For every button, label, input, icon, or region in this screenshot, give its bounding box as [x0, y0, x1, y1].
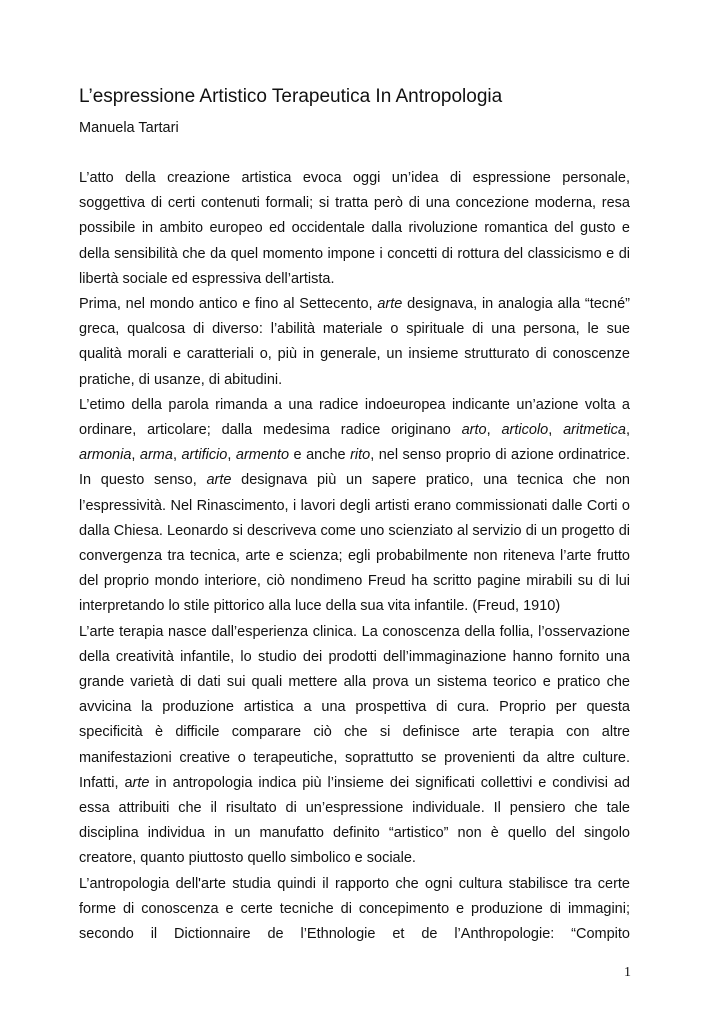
text-run: L’arte terapia nasce dall’esperienza clinica. La conoscenza della follia, l’osservazione della creatività infantile, lo studio dei prodotti dell’immaginazione hanno fornito una grande varietà di dati sui quali mettere alla prova un sistema teorico e pratico che avvicina la produzione artistica a una prospettiva di cura. Proprio per questa specificità è difficile comparare ciò che si definisce arte terapia con altre manifestazioni creative o terapeutiche, soprattutto se provenienti da altre culture. Infatti, a — [79, 623, 630, 791]
text-run: L’antropologia dell'arte studia quindi il rapporto che ogni cultura stabilisce tra certe forme di conoscenza e certe tecniche di concepimento e produzione di immagini; secondo il Dictionnaire de l’Ethnologie et de l’Anthropologie: “Compito — [79, 875, 630, 943]
text-run: , — [486, 422, 502, 439]
text-run: , nel senso proprio di azione ordinatrice. In questo senso, — [79, 447, 630, 489]
text-run: designava più un sapere pratico, una tecnica che non l’espressività. Nel Rinascimento, i lavori degli artisti erano commissionati dalle Corti o dalla Chiesa. Leonardo si descriveva come uno scienziato al servizio di un progetto di convergenza tra tecnica, arte e scienza; egli probabilmente non riteneva l’arte frutto del proprio mondo interiore, ciò nondimeno Freud ha scritto pagine mirabili su di lui interpretando lo stile pittorico alla luce della sua vita infantile. (Freud, 1910) — [79, 472, 630, 615]
document-title: L’espressione Artistico Terapeutica In Antropologia — [79, 86, 503, 107]
body-paragraph — [79, 872, 630, 948]
body-paragraph — [79, 166, 630, 292]
italic-term: aritmetica — [563, 422, 626, 439]
author-name: Manuela Tartari — [79, 120, 179, 136]
text-run: L’atto della creazione artistica evoca oggi un’idea di espressione personale, soggettiva di certi contenuti formali; si tratta però di una concezione moderna, resa possibile in ambito europeo ed occidentale dalla rivoluzione romantica del gusto e della sensibilità che da quel momento impone i concetti di rottura del classicismo e di libertà sociale ed espressiva dell’artista. — [79, 170, 630, 287]
italic-term: articolo — [501, 422, 549, 439]
body-paragraph — [79, 620, 630, 872]
italic-term: rito — [350, 447, 371, 464]
page-number: 1 — [624, 965, 631, 980]
body-paragraph — [79, 292, 630, 393]
body-paragraph — [79, 393, 630, 620]
italic-term: armonia — [79, 447, 132, 464]
text-run: designava, in analogia alla “tecné” greca, qualcosa di diverso: l’abilità materiale o spirituale di una persona, le sue qualità morali e caratteriali o, più in generale, un insieme strutturato di conoscenze pratiche, di usanze, di abitudini. — [79, 296, 631, 388]
italic-term: arto — [461, 422, 487, 439]
text-run: e anche — [289, 447, 351, 464]
text-run: Prima, nel mondo antico e fino al Settecento, — [79, 296, 378, 313]
text-run: , — [227, 447, 236, 464]
text-run: , — [131, 447, 140, 464]
text-run: , — [625, 422, 630, 439]
text-run: , — [172, 447, 182, 464]
italic-term: arte — [206, 472, 232, 489]
text-run: in antropologia indica più l’insieme dei significati collettivi e condivisi ad essa attribuiti che il risultato di un’espressione individuale. Il pensiero che tale disciplina individua in un manufatto definito “artistico” non è quello del singolo creatore, quanto piuttosto quello simbolico e sociale. — [79, 774, 630, 867]
text-run: , — [548, 422, 564, 439]
text-run: L’etimo della parola rimanda a una radice indoeuropea indicante un’azione volta a ordinare, articolare; dalla medesima radice originano — [79, 396, 630, 439]
italic-term: arte — [377, 296, 403, 313]
italic-term: arma — [139, 447, 173, 464]
italic-term: rte — [132, 774, 150, 791]
italic-term: artificio — [181, 447, 228, 464]
italic-term: armento — [235, 447, 290, 464]
body-text — [79, 166, 630, 947]
